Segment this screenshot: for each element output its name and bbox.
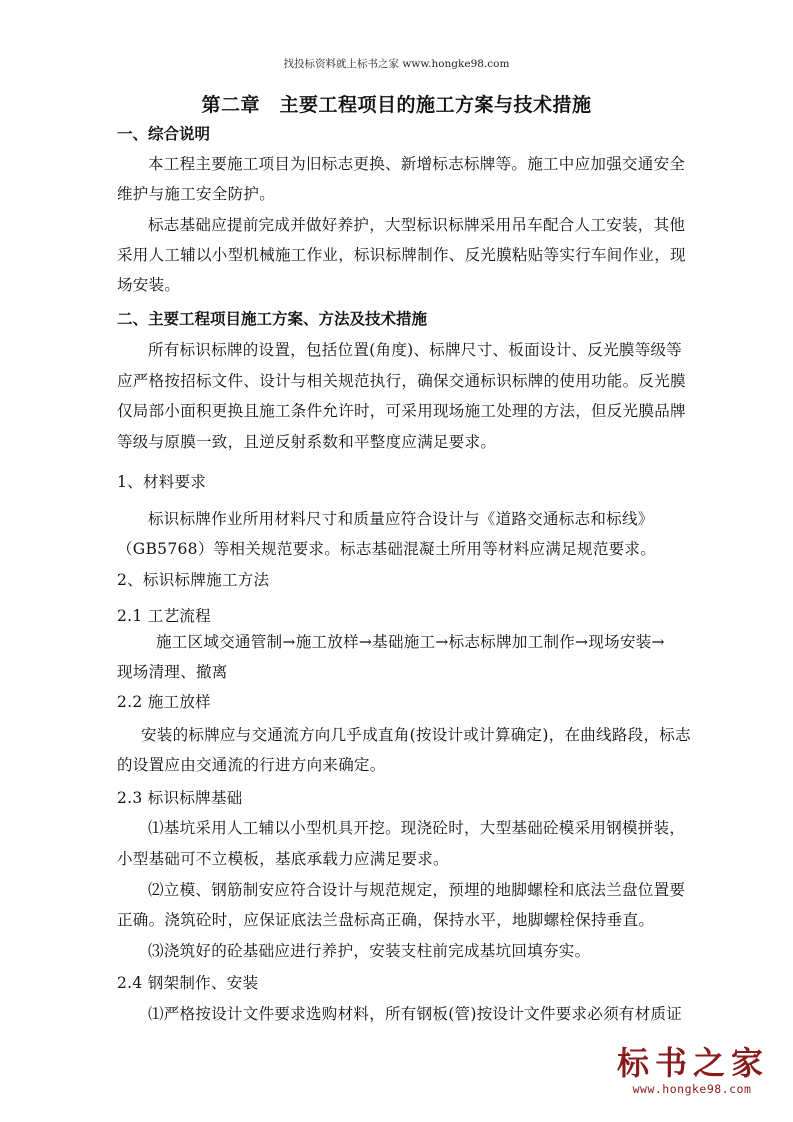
item1-heading: 1、材料要求 xyxy=(117,473,207,491)
section1-p1-line2: 维护与施工安全防护。 xyxy=(117,185,276,203)
s23-line5: ⑶浇筑好的砼基础应进行养护，安装支柱前完成基坑回填夯实。 xyxy=(148,942,591,960)
site-logo xyxy=(617,1044,770,1114)
s24-heading: 2.4 钢架制作、安装 xyxy=(117,974,259,992)
section2-p1-line2: 应严格按招标文件、设计与相关规范执行，确保交通标识标牌的使用功能。反光膜 xyxy=(117,372,686,390)
section2-p1-line3: 仅局部小面积更换且施工条件允许时，可采用现场施工处理的方法，但反光膜品牌 xyxy=(117,402,686,420)
s22-heading: 2.2 施工放样 xyxy=(117,693,211,711)
item1-line1: 标识标牌作业所用材料尺寸和质量应符合设计与《道路交通标志和标线》 xyxy=(148,510,654,528)
section1-p2-line2: 采用人工辅以小型机械施工作业，标识标牌制作、反光膜粘贴等实行车间作业，现 xyxy=(117,246,686,264)
s21-line2: 现场清理、撤离 xyxy=(117,663,228,681)
chapter-title: 第二章 主要工程项目的施工方案与技术措施 xyxy=(201,94,592,116)
s23-line1: ⑴基坑采用人工辅以小型机具开挖。现浇砼时，大型基础砼模采用钢模拼装， xyxy=(148,819,686,837)
s21-heading: 2.1 工艺流程 xyxy=(117,607,211,625)
section2-p1-line1: 所有标识标牌的设置，包括位置(角度)、标牌尺寸、板面设计、反光膜等级等 xyxy=(148,341,683,359)
s23-line3: ⑵立模、钢筋制安应符合设计与规范规定，预埋的地脚螺栓和底法兰盘位置要 xyxy=(148,881,686,899)
page-header: 找投标资料就上标书之家 www.hongke98.com xyxy=(283,58,510,70)
section1-p2-line1: 标志基础应提前完成并做好养护，大型标识标牌采用吊车配合人工安装，其他 xyxy=(148,216,686,234)
s23-heading: 2.3 标识标牌基础 xyxy=(117,789,243,807)
s21-line1: 施工区域交通管制→施工放样→基础施工→标志标牌加工制作→现场安装→ xyxy=(156,633,665,651)
s22-line2: 的设置应由交通流的行进方向来确定。 xyxy=(117,756,386,774)
logo-url: www.hongke98.com xyxy=(632,1082,752,1096)
s24-line1: ⑴严格按设计文件要求选购材料，所有钢板(管)按设计文件要求必须有材质证 xyxy=(148,1005,683,1023)
s23-line2: 小型基础可不立模板，基底承载力应满足要求。 xyxy=(117,850,449,868)
s23-line4: 正确。浇筑砼时，应保证底法兰盘标高正确，保持水平，地脚螺栓保持垂直。 xyxy=(117,911,655,929)
section2-p1-line4: 等级与原膜一致，且逆反射系数和平整度应满足要求。 xyxy=(117,433,497,451)
section2-heading: 二、主要工程项目施工方案、方法及技术措施 xyxy=(117,309,428,328)
section1-p2-line3: 场安装。 xyxy=(117,276,181,294)
section1-p1-line1: 本工程主要施工项目为旧标志更换、新增标志标牌等。施工中应加强交通安全 xyxy=(148,155,686,173)
item1-line2: （GB5768）等相关规范要求。标志基础混凝土所用等材料应满足规范要求。 xyxy=(117,540,657,558)
item2-heading: 2、标识标牌施工方法 xyxy=(117,571,270,589)
section1-heading: 一、综合说明 xyxy=(117,124,211,143)
logo-text: 标书之家 xyxy=(617,1044,770,1082)
s22-line1: 安装的标牌应与交通流方向几乎成直角(按设计或计算确定)，在曲线路段，标志 xyxy=(141,726,691,744)
